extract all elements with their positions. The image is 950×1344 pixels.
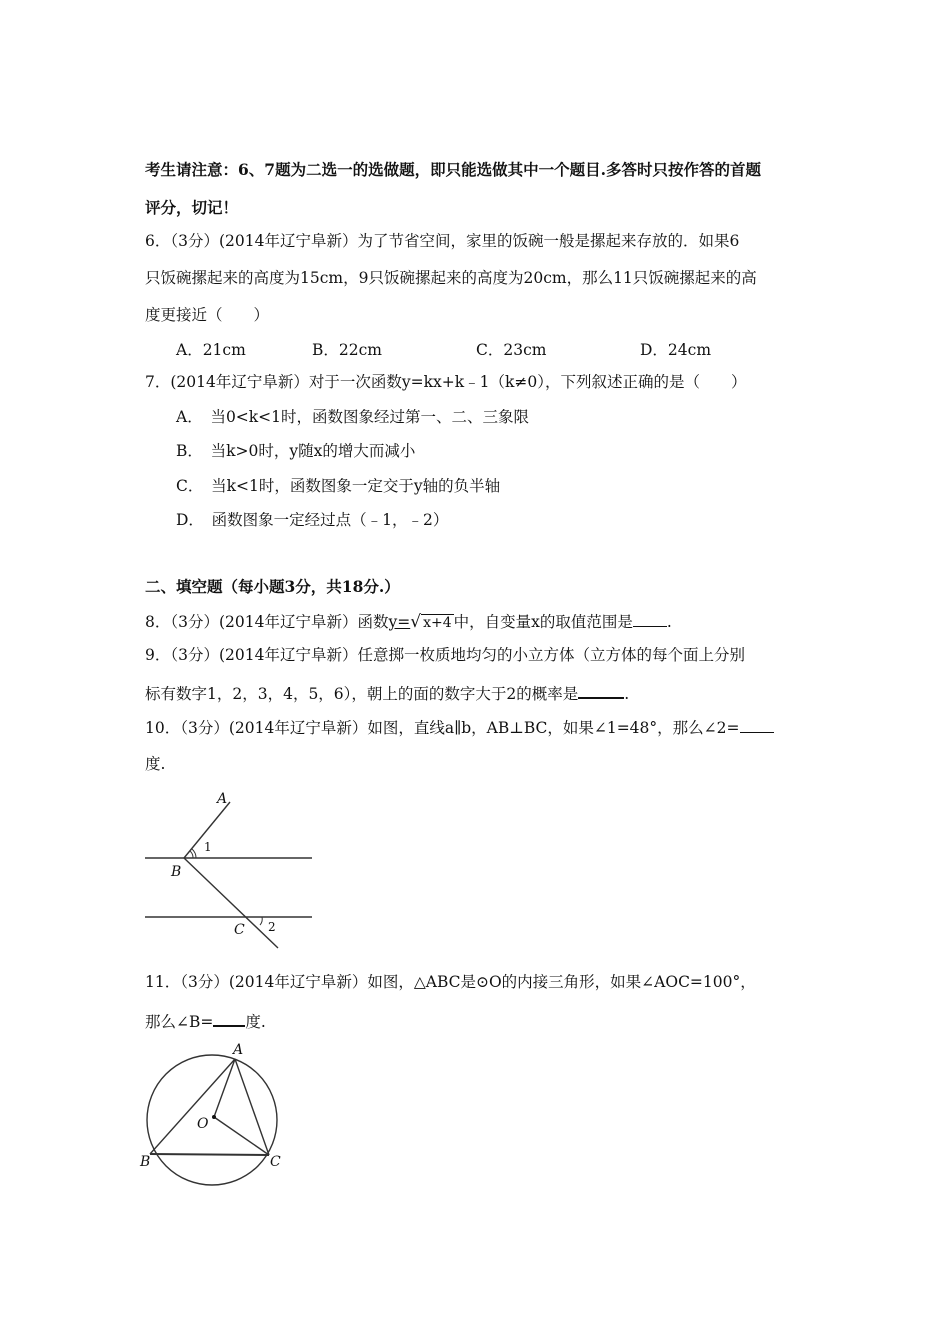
label-c: C xyxy=(234,922,245,938)
q11-figure xyxy=(140,1040,290,1190)
circle-o xyxy=(147,1055,277,1185)
sqrt-expression xyxy=(410,612,453,633)
q10-figure xyxy=(140,785,320,955)
segment-oc xyxy=(214,1117,269,1155)
q8-answer-blank[interactable] xyxy=(633,611,667,627)
q7-option-b: B． 当k>0时，y随x的增大而减小 xyxy=(176,442,416,460)
segment-bc xyxy=(184,858,278,948)
q7-option-c: C． 当k<1时，函数图象一定交于y轴的负半轴 xyxy=(176,477,501,495)
q11-line-2-post: 度. xyxy=(245,1013,266,1031)
angle-1-label: 1 xyxy=(204,840,212,854)
q11-answer-blank[interactable] xyxy=(213,1010,245,1027)
q8-end: . xyxy=(666,613,672,631)
center-point xyxy=(212,1115,216,1119)
q11-line-1: 11．（3分）(2014年辽宁阜新）如图，△ABC是⊙O的内接三角形，如果∠AOC=100°， xyxy=(145,973,756,991)
q10-answer-blank[interactable] xyxy=(740,717,774,733)
q10-line-2: 度. xyxy=(145,755,166,773)
q9-line-1: 9．（3分）(2014年辽宁阜新）任意掷一枚质地均匀的小立方体（立方体的每个面上分别 xyxy=(145,646,745,664)
q6-line-2: 只饭碗摞起来的高度为15cm，9只饭碗摞起来的高度为20cm，那么11只饭碗摞起来的高 xyxy=(145,269,757,287)
section-2-title: 二、填空题（每小题3分，共18分.） xyxy=(145,577,400,596)
label-a: A xyxy=(233,1042,244,1058)
notice-line-1: 考生请注意：6、7题为二选一的选做题，即只能选做其中一个题目.多答时只按作答的首题 xyxy=(145,160,761,179)
q7-option-d: D． 函数图象一定经过点（﹣1，﹣2） xyxy=(176,511,449,529)
q6-option-c: C．23cm xyxy=(476,341,547,359)
angle-2-label: 2 xyxy=(268,920,276,934)
angle-2-arc xyxy=(260,917,262,925)
sqrt-sign-icon: √ xyxy=(410,612,422,632)
q11-line-2-pre: 那么∠B= xyxy=(145,1013,214,1031)
q9-answer-blank[interactable] xyxy=(578,682,624,699)
q6-line-1: 6．（3分）(2014年辽宁阜新）为了节省空间，家里的饭碗一般是摞起来存放的．如果6 xyxy=(145,232,740,250)
q6-option-a: A．21cm xyxy=(176,341,246,359)
q9-end: . xyxy=(624,685,630,703)
segment-ab xyxy=(150,1059,235,1154)
segment-ao xyxy=(214,1059,235,1117)
q8-post: 中，自变量x的取值范围是 xyxy=(453,613,633,631)
q6-option-d: D．24cm xyxy=(640,341,712,359)
q8-func-y: y= xyxy=(388,613,411,631)
label-b: B xyxy=(140,1154,151,1170)
q6-option-b: B．22cm xyxy=(312,341,382,359)
angle-1-arc xyxy=(190,851,193,858)
label-c: C xyxy=(270,1154,281,1170)
notice-line-2: 评分，切记！ xyxy=(145,198,239,217)
q10-line-1 xyxy=(145,717,774,738)
q8-line xyxy=(145,611,672,633)
q8-radicand: x+4 xyxy=(423,615,452,631)
segment-ac xyxy=(235,1059,269,1155)
q8-pre: 8．（3分）(2014年辽宁阜新）函数 xyxy=(145,613,389,631)
segment-bc xyxy=(150,1154,269,1155)
q6-line-3: 度更接近（ ） xyxy=(145,306,270,324)
q7-option-a: A． 当0<k<1时，函数图象经过第一、二、三象限 xyxy=(176,408,530,426)
q11-line-2 xyxy=(145,1010,266,1032)
q9-line-2 xyxy=(145,682,629,704)
label-b: B xyxy=(171,864,182,880)
label-a: A xyxy=(217,791,228,807)
q9-line-2-text: 标有数字1，2，3，4，5，6），朝上的面的数字大于2的概率是 xyxy=(145,685,579,703)
q10-line-1-text: 10．（3分）(2014年辽宁阜新）如图，直线a∥b，AB⊥BC，如果∠1=48°，那么∠2= xyxy=(145,719,740,737)
q7-stem: 7．(2014年辽宁阜新）对于一次函数y=kx+k﹣1（k≠0），下列叙述正确的是（ ） xyxy=(145,373,747,391)
label-o: O xyxy=(197,1116,209,1132)
